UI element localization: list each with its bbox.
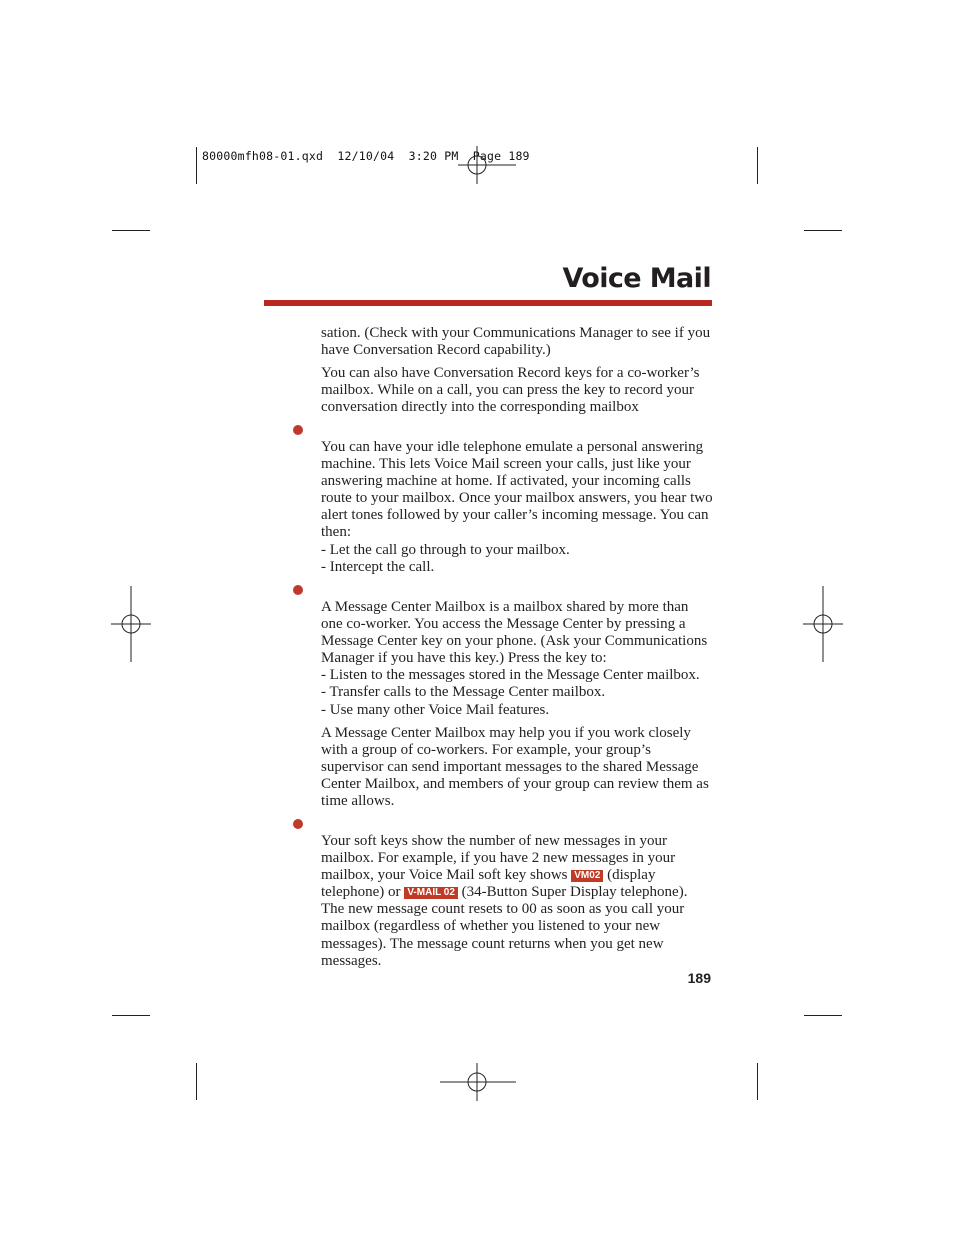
registration-mark-icon bbox=[111, 586, 151, 662]
list-item: - Use many other Voice Mail features. bbox=[321, 701, 550, 718]
crop-mark bbox=[112, 1015, 150, 1016]
section-paragraph bbox=[321, 833, 713, 970]
section-paragraph bbox=[321, 599, 713, 719]
intro-block bbox=[321, 325, 713, 422]
section-paragraph bbox=[321, 439, 713, 576]
section-text: Your soft keys show the number of new messages in your mailbox. For example, if you have 2 new messages in your mailbox, your Voice Mail soft key shows bbox=[321, 833, 676, 884]
crop-mark bbox=[757, 147, 758, 184]
list-item: - Transfer calls to the Message Center mailbox. bbox=[321, 684, 606, 701]
list-item: - Let the call go through to your mailbox. bbox=[321, 541, 570, 558]
bullet-icon bbox=[293, 585, 303, 595]
registration-mark-icon bbox=[803, 586, 843, 662]
bullet-icon bbox=[293, 425, 303, 435]
list-item: - Listen to the messages stored in the Message Center mailbox. bbox=[321, 667, 700, 684]
section-text: (34-Button Super Display telephone). The new message count resets to 00 as soon as you call your mailbox (regardless of whether you listened to your new messages). The message count returns when you get new messages. bbox=[321, 884, 688, 969]
registration-mark-icon bbox=[458, 146, 516, 184]
section-text: A Message Center Mailbox is a mailbox shared by more than one co-worker. You access the Message Center by pressing a Message Center key on your phone. (Ask your Communications Manager if you have this key.) Press the key to: bbox=[321, 599, 708, 667]
crop-mark bbox=[196, 147, 197, 184]
list-item: - Intercept the call. bbox=[321, 558, 435, 575]
bullet-icon bbox=[293, 819, 303, 829]
section-paragraph: A Message Center Mailbox may help you if you work closely with a group of co-workers. For example, your group’s supervisor can send important messages to the shared Message Center Mailbox, and members of your group can review them as time allows. bbox=[321, 724, 709, 810]
crop-mark bbox=[112, 230, 150, 231]
crop-mark bbox=[804, 1015, 842, 1016]
page-title: Voice Mail bbox=[562, 263, 711, 294]
page-number: 189 bbox=[687, 970, 711, 986]
crop-mark bbox=[757, 1063, 758, 1100]
section-message-center bbox=[321, 599, 713, 816]
v-mail-02-softkey-badge: V-MAIL 02 bbox=[404, 887, 458, 899]
section-personal-answering bbox=[321, 439, 713, 576]
title-rule bbox=[264, 300, 712, 306]
printer-slug: 80000mfh08-01.qxd 12/10/04 3:20 PM Page 189 bbox=[202, 149, 530, 163]
registration-mark-icon bbox=[440, 1063, 516, 1101]
crop-mark bbox=[804, 230, 842, 231]
section-text: (display telephone) or bbox=[321, 867, 656, 901]
intro-paragraph: You can also have Conversation Record keys for a co-worker’s mailbox. While on a call, you can press the key to record your conversation directly into the corresponding mailbox bbox=[321, 365, 700, 416]
section-text: You can have your idle telephone emulate a personal answering machine. This lets Voice Mail screen your calls, just like your answering machine at home. If activated, your incoming calls route to your mailbox. Once your mailbox answers, you hear two alert tones followed by your caller’s incoming message. You can then: bbox=[321, 439, 713, 541]
crop-mark bbox=[196, 1063, 197, 1100]
vm02-softkey-badge: VM02 bbox=[571, 870, 603, 882]
section-new-message-count bbox=[321, 833, 713, 970]
intro-paragraph: sation. (Check with your Communications Manager to see if you have Conversation Record capability.) bbox=[321, 325, 711, 359]
